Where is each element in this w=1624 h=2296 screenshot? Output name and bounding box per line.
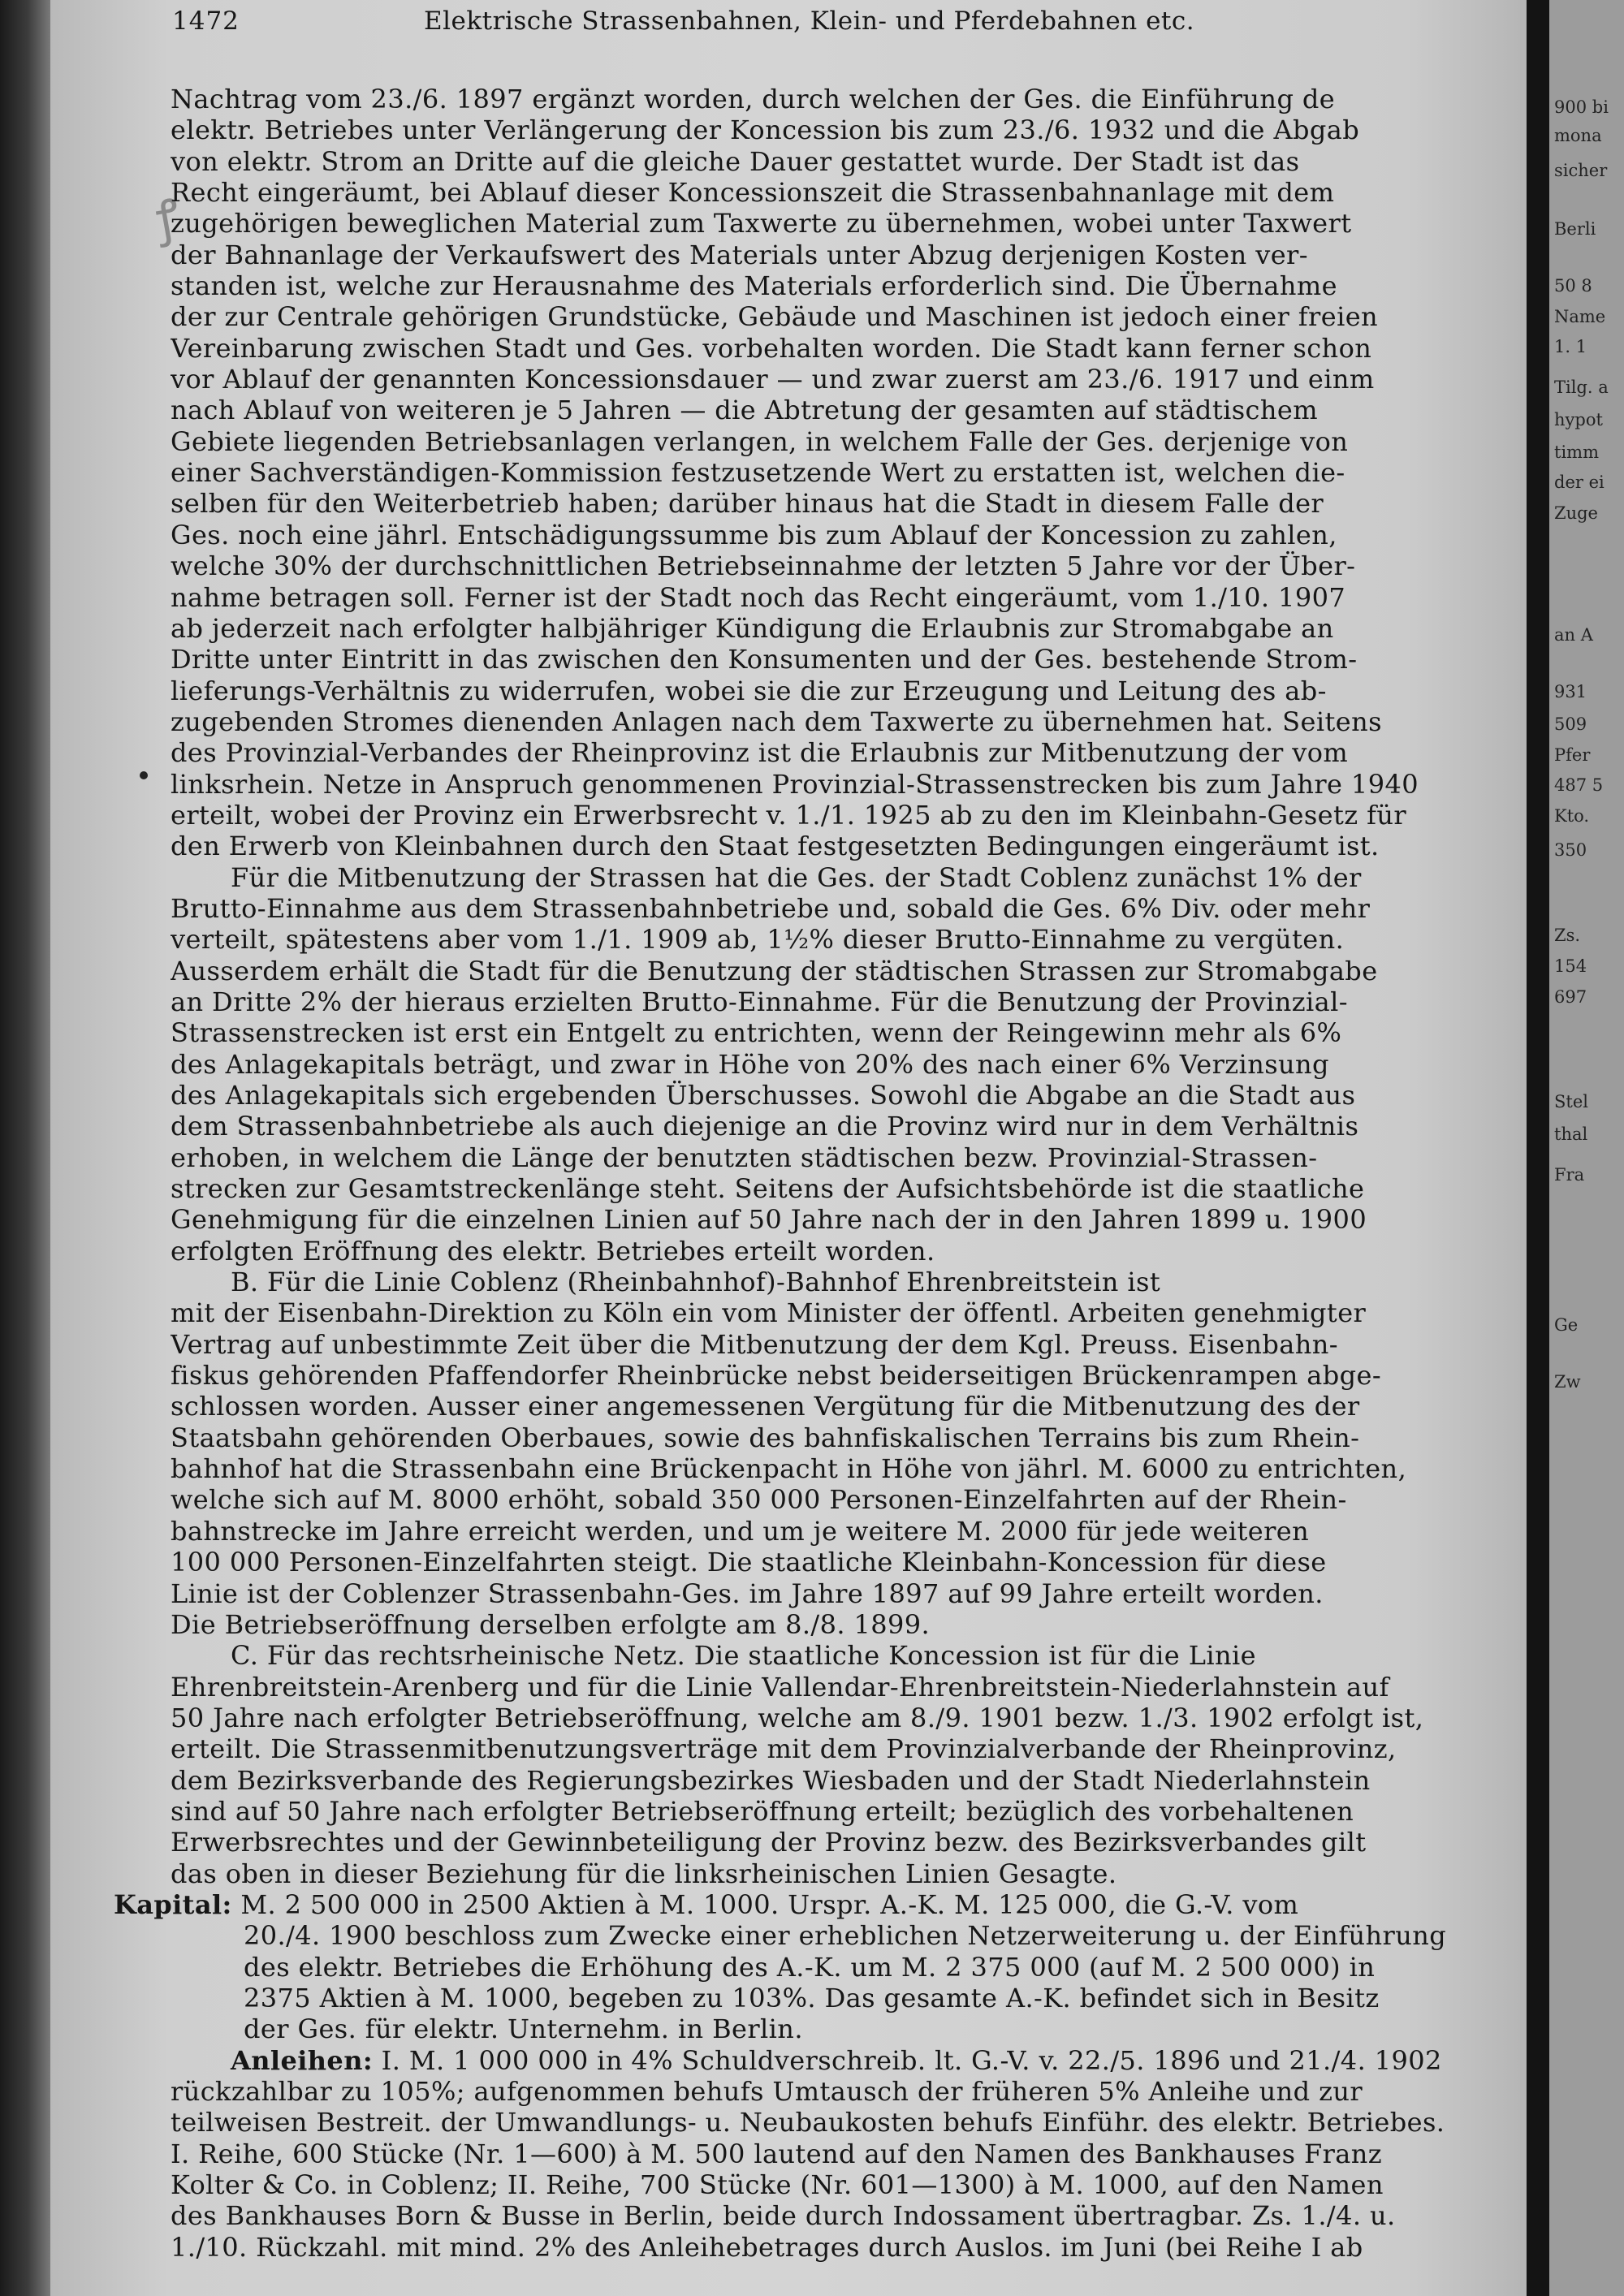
text-line: Die Betriebseröffnung derselben erfolgte am 8./8. 1899. [171, 1608, 931, 1640]
text-line: Gebiete liegenden Betriebsanlagen verlangen, in welchem Falle der Ges. derjenige von [171, 425, 1349, 457]
text-line: lieferungs-Verhältnis zu widerrufen, wobei sie die zur Erzeugung und Leitung des ab- [171, 675, 1327, 706]
adjacent-page-fragment [1549, 0, 1624, 2296]
margin-fragment: 697 [1554, 987, 1587, 1007]
margin-fragment: Kto. [1554, 806, 1590, 826]
text-line: Linie ist der Coblenzer Strassenbahn-Ges. im Jahre 1897 auf 99 Jahre erteilt worden. [171, 1577, 1324, 1609]
margin-fragment: Zuge [1554, 503, 1598, 523]
margin-fragment: Zw [1554, 1372, 1581, 1392]
text-line: das oben in dieser Beziehung für die linksrheinischen Linien Gesagte. [171, 1858, 1117, 1889]
text-line: des Anlagekapitals beträgt, und zwar in Höhe von 20% des nach einer 6% Verzinsung [171, 1048, 1329, 1080]
text-line: 50 Jahre nach erfolgter Betriebseröffnung, welche am 8./9. 1901 bezw. 1./3. 1902 erfolgt ist, [171, 1702, 1424, 1733]
margin-fragment: thal [1554, 1124, 1588, 1144]
margin-fragment: 154 [1554, 956, 1587, 976]
text-line: 2375 Aktien à M. 1000, begeben zu 103%. Das gesamte A.-K. befindet sich in Besitz [244, 1982, 1380, 2013]
book-gutter [1527, 0, 1549, 2296]
kapital-line [114, 1889, 1527, 1920]
margin-fragment: 350 [1554, 840, 1587, 860]
text-line: dem Strassenbahnbetriebe als auch diejenige an die Provinz wird nur in dem Verhältnis [171, 1111, 1359, 1142]
text-line: von elektr. Strom an Dritte auf die gleiche Dauer gestattet wurde. Der Stadt ist das [171, 145, 1300, 177]
text-line: erteilt. Die Strassenmitbenutzungsverträge mit dem Provinzialverbande der Rheinprovinz, [171, 1733, 1397, 1765]
book-binding-left [0, 0, 50, 2296]
text-line: standen ist, welche zur Herausnahme des Materials erforderlich sind. Die Übernahme [171, 270, 1337, 302]
text-line: I. M. 1 000 000 in 4% Schuldverschreib. lt. G.-V. v. 22./5. 1896 und 21./4. 1902 [381, 2044, 1442, 2076]
margin-fragment: mona [1554, 126, 1602, 145]
text-line: strecken zur Gesamtstreckenlänge steht. Seitens der Aufsichtsbehörde ist die staatliche [171, 1173, 1365, 1205]
margin-fragment: 900 bi [1554, 97, 1609, 117]
text-line: M. 2 500 000 in 2500 Aktien à M. 1000. Urspr. A.-K. M. 125 000, die G.-V. vom [240, 1888, 1299, 1920]
margin-fragment: Berli [1554, 219, 1596, 239]
margin-fragment: Pfer [1554, 745, 1591, 765]
text-line: sind auf 50 Jahre nach erfolgter Betriebseröffnung erteilt; bezüglich des vorbehaltenen [171, 1795, 1354, 1827]
margin-fragment: Zs. [1554, 926, 1581, 945]
text-line: verteilt, spätestens aber vom 1./1. 1909 ab, 1½% dieser Brutto-Einnahme zu vergüten. [171, 924, 1345, 956]
text-line: den Erwerb von Kleinbahnen durch den Staat festgesetzten Bedingungen eingeräumt ist. [171, 831, 1380, 862]
page-number: 1472 [172, 6, 240, 36]
text-line: einer Sachverständigen-Kommission festzusetzende Wert zu erstatten ist, welchen die- [171, 457, 1345, 489]
anleihen-line [171, 2045, 1527, 2076]
text-line: Recht eingeräumt, bei Ablauf dieser Koncessionszeit die Strassenbahnanlage mit dem [171, 177, 1335, 209]
text-line: 20./4. 1900 beschloss zum Zwecke einer erheblichen Netzerweiterung u. der Einführung [244, 1920, 1447, 1952]
text-line: schlossen worden. Ausser einer angemessenen Vergütung für die Mitbenutzung des der [171, 1391, 1360, 1422]
pencil-mark-icon: ꝭ [151, 188, 184, 248]
text-line: Strassenstrecken ist erst ein Entgelt zu entrichten, wenn der Reingewinn mehr als 6% [171, 1017, 1342, 1049]
margin-fragment: Fra [1554, 1165, 1585, 1185]
text-line: bahnstrecke im Jahre erreicht werden, und um je weitere M. 2000 für jede weiteren [171, 1515, 1310, 1547]
text-line: nahme betragen soll. Ferner ist der Stadt noch das Recht eingeräumt, vom 1./10. 1907 [171, 581, 1346, 613]
text-line: des Bankhauses Born & Busse in Berlin, beide durch Indossament übertragbar. Zs. 1./4. u. [171, 2200, 1396, 2232]
text-line: Nachtrag vom 23./6. 1897 ergänzt worden, durch welchen der Ges. die Einführung de [171, 84, 1336, 114]
text-line: zugehörigen beweglichen Material zum Taxwerte zu übernehmen, wobei unter Taxwert [171, 208, 1352, 240]
text-line: welche sich auf M. 8000 erhöht, sobald 350 000 Personen-Einzelfahrten auf der Rhein- [171, 1484, 1347, 1516]
text-line: Dritte unter Eintritt in das zwischen den Konsumenten und der Ges. bestehende Strom- [171, 644, 1358, 675]
kapital-label: Kapital: [114, 1888, 232, 1920]
margin-fragment: 487 5 [1554, 775, 1604, 795]
text-line: selben für den Weiterbetrieb haben; darüber hinaus hat die Stadt in diesem Falle der [171, 488, 1324, 520]
body-text [114, 84, 1527, 2263]
margin-fragment: 50 8 [1554, 276, 1592, 296]
text-line: Kolter & Co. in Coblenz; II. Reihe, 700 Stücke (Nr. 601—1300) à M. 1000, auf den Namen [171, 2169, 1384, 2201]
text-line: fiskus gehörenden Pfaffendorfer Rheinbrücke nebst beiderseitigen Brückenrampen abge- [171, 1360, 1382, 1392]
text-line: rückzahlbar zu 105%; aufgenommen behufs Umtausch der früheren 5% Anleihe und zur [171, 2076, 1363, 2107]
text-line: Genehmigung für die einzelnen Linien auf 50 Jahre nach der in den Jahren 1899 u. 1900 [171, 1204, 1367, 1236]
text-line: welche 30% der durchschnittlichen Betriebseinnahme der letzten 5 Jahre vor der Über- [171, 550, 1356, 582]
text-line: Vertrag auf unbestimmte Zeit über die Mitbenutzung der dem Kgl. Preuss. Eisenbahn- [171, 1328, 1338, 1360]
running-title: Elektrische Strassenbahnen, Klein- und Pferdebahnen etc. [424, 6, 1195, 36]
text-line: Ausserdem erhält die Stadt für die Benutzung der städtischen Strassen zur Stromabgabe [171, 955, 1378, 986]
text-line: Staatsbahn gehörenden Oberbaues, sowie des bahnfiskalischen Terrains bis zum Rhein- [171, 1422, 1360, 1453]
text-line: des Anlagekapitals sich ergebenden Überschusses. Sowohl die Abgabe an die Stadt aus [171, 1080, 1356, 1111]
margin-fragment: hypot [1554, 410, 1603, 429]
text-line: Brutto-Einnahme aus dem Strassenbahnbetriebe und, sobald die Ges. 6% Div. oder mehr [171, 892, 1371, 924]
text-line: I. Reihe, 600 Stücke (Nr. 1—600) à M. 500 lautend auf den Namen des Bankhauses Franz [171, 2138, 1383, 2169]
text-line: Ehrenbreitstein-Arenberg und für die Linie Vallendar-Ehrenbreitstein-Niederlahnstein auf [171, 1671, 1389, 1703]
margin-fragment: 1. 1 [1554, 337, 1587, 356]
text-line: erteilt, wobei der Provinz ein Erwerbsrecht v. 1./1. 1925 ab zu den im Kleinbahn-Gesetz für [171, 799, 1407, 831]
margin-fragment: timm [1554, 442, 1599, 462]
margin-fragment: Tilg. a [1554, 378, 1609, 397]
text-line: Ges. noch eine jährl. Entschädigungssumme bis zum Ablauf der Koncession zu zahlen, [171, 519, 1337, 550]
text-line: erfolgten Eröffnung des elektr. Betriebes erteilt worden. [171, 1235, 935, 1267]
text-line: teilweisen Bestreit. der Umwandlungs- u. Neubaukosten behufs Einführ. des elektr. Betriebes. [171, 2107, 1445, 2138]
margin-fragment: 931 [1554, 682, 1587, 701]
text-line: C. Für das rechtsrheinische Netz. Die staatliche Koncession ist für die Linie [231, 1640, 1256, 1672]
text-line: elektr. Betriebes unter Verlängerung der Koncession bis zum 23./6. 1932 und die Abgab [171, 114, 1360, 146]
text-line: Erwerbsrechtes und der Gewinnbeteiligung der Provinz bezw. des Bezirksverbandes gilt [171, 1827, 1367, 1858]
text-line: zugebenden Stromes dienenden Anlagen nach dem Taxwerte zu übernehmen hat. Seitens [171, 706, 1382, 737]
text-line: des elektr. Betriebes die Erhöhung des A.-K. um M. 2 375 000 (auf M. 2 500 000) in [244, 1951, 1376, 1983]
text-line: erhoben, in welchem die Länge der benutzten städtischen bezw. Provinzial-Strassen- [171, 1142, 1318, 1173]
text-line: nach Ablauf von weiteren je 5 Jahren — die Abtretung der gesamten auf städtischem [171, 395, 1318, 426]
book-page [50, 0, 1527, 2296]
text-line: mit der Eisenbahn-Direktion zu Köln ein vom Minister der öffentl. Arbeiten genehmigter [171, 1297, 1367, 1329]
margin-fragment: Stel [1554, 1092, 1588, 1111]
text-line: ab jederzeit nach erfolgter halbjähriger Kündigung die Erlaubnis zur Stromabgabe an [171, 612, 1334, 644]
margin-fragment: 509 [1554, 714, 1587, 734]
text-line: an Dritte 2% der hieraus erzielten Brutto-Einnahme. Für die Benutzung der Provinzial- [171, 986, 1348, 1017]
text-line: der Ges. für elektr. Unternehm. in Berlin. [244, 2013, 803, 2045]
margin-fragment: an A [1554, 625, 1593, 645]
text-line: linksrhein. Netze in Anspruch genommenen Provinzial-Strassenstrecken bis zum Jahre 1940 [171, 768, 1419, 800]
text-line: des Provinzial-Verbandes der Rheinprovinz ist die Erlaubnis zur Mitbenutzung der vom [171, 737, 1349, 769]
margin-fragment: Name [1554, 307, 1606, 326]
text-line: Vereinbarung zwischen Stadt und Ges. vorbehalten worden. Die Stadt kann ferner schon [171, 332, 1372, 364]
text-line: vor Ablauf der genannten Koncessionsdauer — und zwar zuerst am 23./6. 1917 und einm [171, 364, 1375, 395]
text-line: der Bahnanlage der Verkaufswert des Materials unter Abzug derjenigen Kosten ver- [171, 239, 1308, 270]
text-line: 100 000 Personen-Einzelfahrten steigt. Die staatliche Kleinbahn-Koncession für diese [171, 1547, 1327, 1578]
margin-dot [140, 771, 148, 779]
margin-fragment: der ei [1554, 473, 1605, 492]
text-line: der zur Centrale gehörigen Grundstücke, Gebäude und Maschinen ist jedoch einer freien [171, 301, 1379, 333]
margin-fragment: Ge [1554, 1315, 1579, 1335]
text-line: Für die Mitbenutzung der Strassen hat die Ges. der Stadt Coblenz zunächst 1% der [231, 861, 1362, 893]
text-line: B. Für die Linie Coblenz (Rheinbahnhof)-Bahnhof Ehrenbreitstein ist [231, 1267, 1161, 1298]
margin-fragment: sicher [1554, 161, 1608, 180]
text-line: 1./10. Rückzahl. mit mind. 2% des Anleihebetrages durch Auslos. im Juni (bei Reihe I ab [171, 2231, 1363, 2263]
text-line: dem Bezirksverbande des Regierungsbezirkes Wiesbaden und der Stadt Niederlahnstein [171, 1764, 1371, 1796]
text-line: bahnhof hat die Strassenbahn eine Brückenpacht in Höhe von jährl. M. 6000 zu entrichten, [171, 1453, 1407, 1485]
page-header [172, 2, 1439, 42]
anleihen-label: Anleihen: [231, 2044, 374, 2076]
